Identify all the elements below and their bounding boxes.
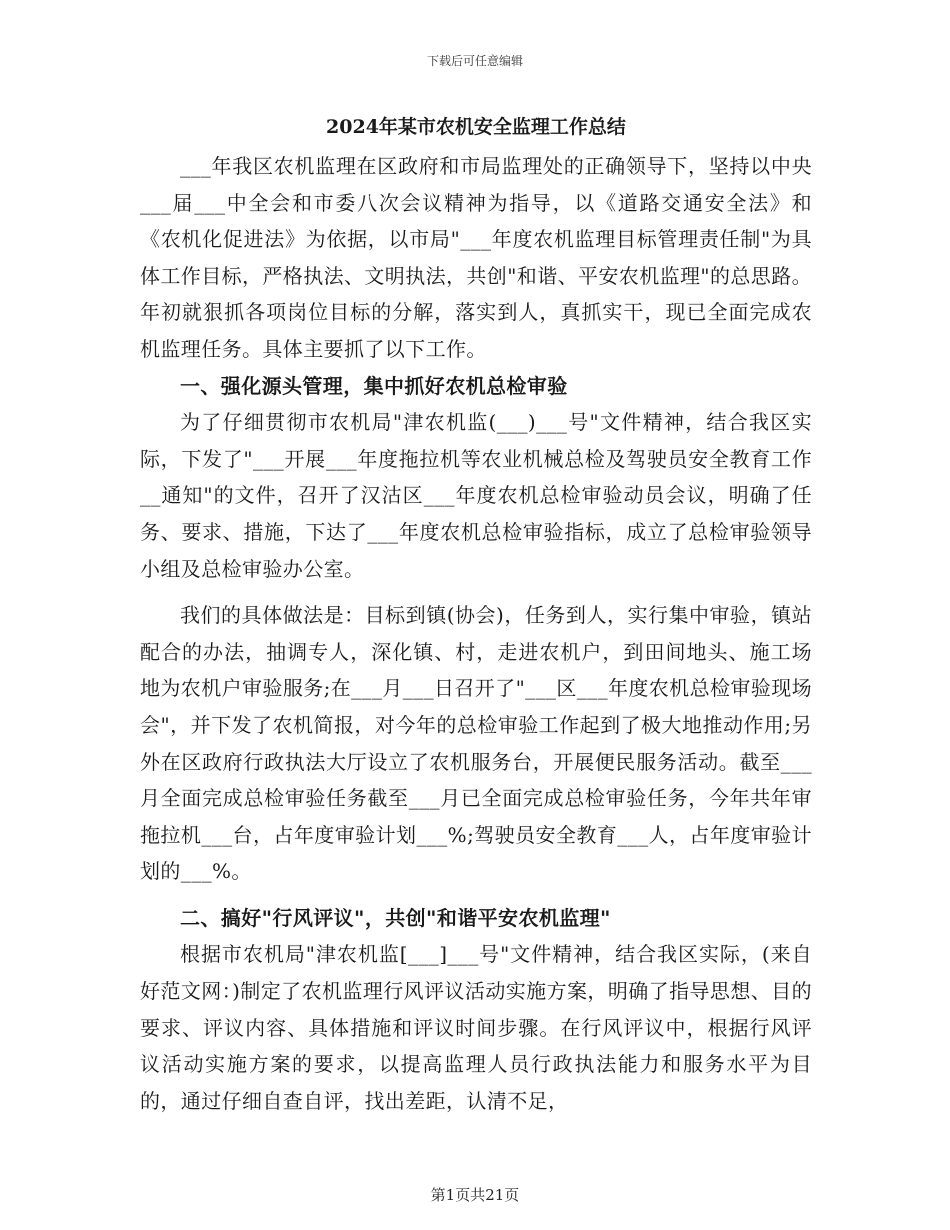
page-footer: 第1页共21页 [430, 1186, 520, 1204]
document-body [140, 148, 812, 1119]
paragraph-section2-a: 根据市农机局"津农机监[___]___号"文件精神，结合我区实际，(来自好范文网：)制定了农机监理行风评议活动实施方案，明确了指导思想、目的要求、评议内容、具体措施和评议时间步骤。在行风评议中，根据行风评议活动实施方案的要求，以提高监理人员行政执法能力和服务水平为目的，通过仔细自查自评，找出差距，认清不足， [140, 942, 812, 1113]
document-title: 2024年某市农机安全监理工作总结 [326, 116, 626, 138]
section-heading-1: 一、强化源头管理，集中抓好农机总检审验 [180, 373, 568, 398]
page-header: 下载后可任意编辑 [426, 54, 523, 68]
paragraph-section1-b: 我们的具体做法是：目标到镇(协会)，任务到人，实行集中审验，镇站配合的办法，抽调专人，深化镇、村，走进农机户，到田间地头、施工场地为农机户审验服务;在___月___日召开了"___区___年度农机总检审验现场会"，并下发了农机简报，对今年的总检审验工作起到了极大地推动作用;另外在区政府行政执法大厅设立了农机服务台，开展便民服务活动。截至___月全面完成总检审验任务截至___月已全面完成总检审验任务，今年共年审拖拉机___台，占年度审验计划___%;驾驶员安全教育___人，占年度审验计划的___%。 [140, 603, 812, 884]
section-heading-2: 二、搞好"行风评议"，共创"和谐平安农机监理" [180, 905, 611, 930]
paragraph-section1-a: 为了仔细贯彻市农机局"津农机监(___)___号"文件精神，结合我区实际，下发了"___开展___年度拖拉机等农业机械总检及驾驶员安全教育工作__通知"的文件，召开了汉沽区___年度农机总检审验动员会议，明确了任务、要求、措施，下达了___年度农机总检审验指标，成立了总检审验领导小组及总检审验办公室。 [140, 410, 812, 581]
paragraph-intro: ___年我区农机监理在区政府和市局监理处的正确领导下，坚持以中央___届___中全会和市委八次会议精神为指导，以《道路交通安全法》和《农机化促进法》为依据，以市局"___年度农机监理目标管理责任制"为具体工作目标，严格执法、文明执法，共创"和谐、平安农机监理"的总思路。年初就狠抓各项岗位目标的分解，落实到人，真抓实干，现已全面完成农机监理任务。具体主要抓了以下工作。 [140, 154, 812, 361]
